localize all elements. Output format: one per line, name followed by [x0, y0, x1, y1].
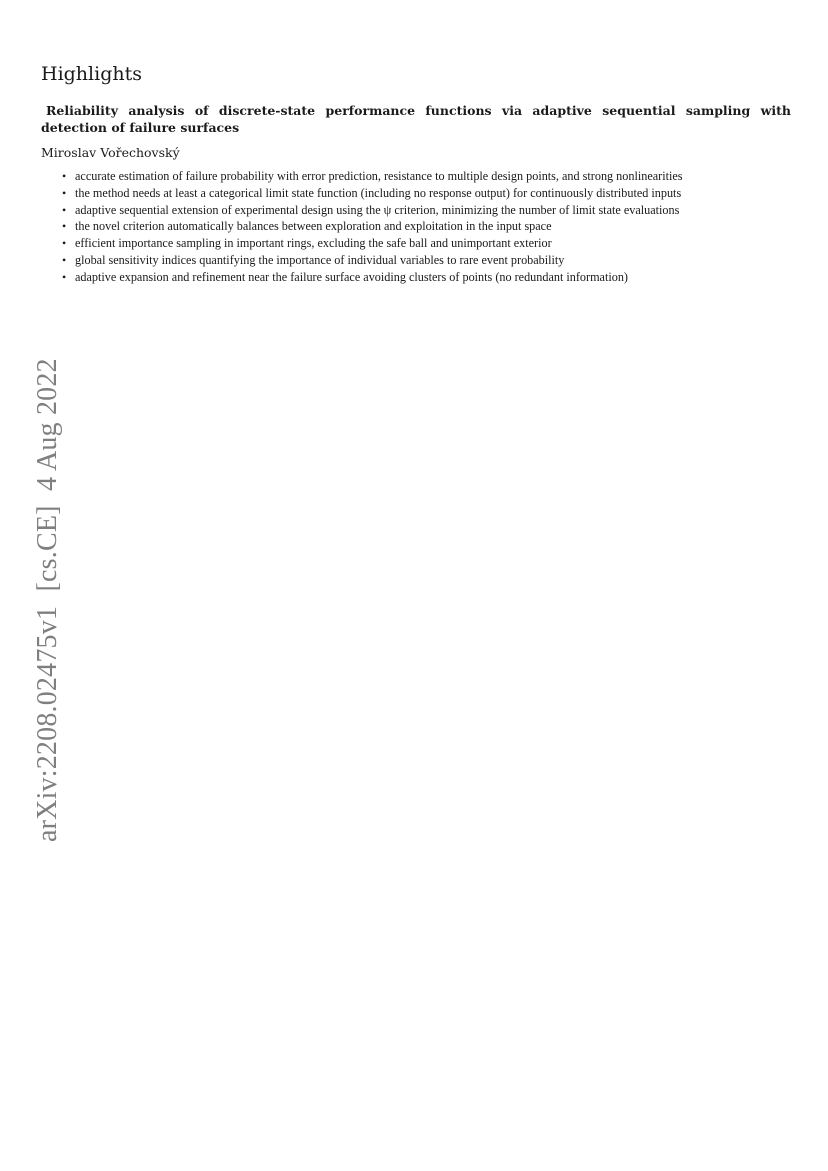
highlight-text: the novel criterion automatically balances between exploration and exploitation in the input space: [75, 219, 552, 234]
highlights-heading: Highlights: [41, 63, 142, 85]
highlight-text: the method needs at least a categorical limit state function (including no response output) for continuously distributed inputs: [75, 185, 682, 200]
highlight-item: [41, 218, 801, 235]
bullet-icon: •: [62, 219, 67, 234]
author-name: Miroslav Vořechovský: [41, 145, 180, 160]
highlight-item: [41, 168, 801, 185]
highlight-text: adaptive expansion and refinement near the failure surface avoiding clusters of points (no redundant information): [75, 269, 628, 284]
highlight-item: [41, 235, 801, 252]
highlights-list: [41, 168, 801, 286]
paper-title: Reliability analysis of discrete-state performance functions via adaptive sequential sampling with detection of failure surfaces: [41, 103, 791, 135]
bullet-icon: •: [62, 269, 67, 284]
highlight-item: [41, 269, 801, 286]
bullet-icon: •: [62, 202, 67, 217]
bullet-icon: •: [62, 252, 67, 267]
highlight-text: accurate estimation of failure probability with error prediction, resistance to multiple design points, and strong nonlinearities: [75, 169, 683, 183]
highlight-text: efficient importance sampling in important rings, excluding the safe ball and unimportant exterior: [75, 236, 552, 251]
highlight-text: adaptive sequential extension of experimental design using the ψ criterion, minimizing the number of limit state evaluations: [75, 202, 680, 217]
bullet-icon: •: [62, 236, 67, 251]
highlight-item: [41, 185, 801, 202]
highlight-text: global sensitivity indices quantifying the importance of individual variables to rare event probability: [75, 252, 565, 267]
highlight-item: [41, 202, 801, 219]
arxiv-identifier: arXiv:2208.02475v1 [cs.CE] 4 Aug 2022: [32, 358, 63, 842]
bullet-icon: •: [62, 169, 67, 183]
highlight-item: [41, 252, 801, 269]
bullet-icon: •: [62, 185, 67, 200]
